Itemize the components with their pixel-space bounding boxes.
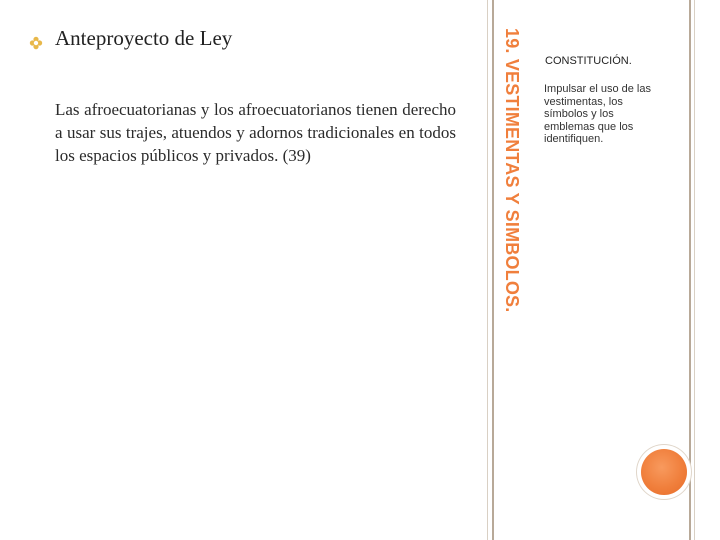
- right-column-text: Impulsar el uso de las vestimentas, los símbolos y los emblemas que los identifiquen.: [544, 83, 651, 145]
- divider-line: [694, 0, 695, 540]
- right-column-heading: CONSTITUCIÓN.: [545, 55, 632, 67]
- slide-title: Anteproyecto de Ley: [55, 26, 233, 50]
- divider-line: [492, 0, 494, 540]
- vertical-section-heading-box: [498, 28, 526, 346]
- body-paragraph: Las afroecuatorianas y los afroecuatorianos tienen derecho a usar sus trajes, atuendos y adornos tradicionales en todos los espacios públicos y privados. (39): [55, 100, 456, 165]
- decorative-circle: [641, 449, 687, 495]
- flower-bullet-icon: [29, 36, 43, 50]
- divider-line: [689, 0, 691, 540]
- vertical-section-heading: 19. VESTIMENTAS Y SIMBOLOS.: [502, 28, 522, 313]
- divider-line: [487, 0, 488, 540]
